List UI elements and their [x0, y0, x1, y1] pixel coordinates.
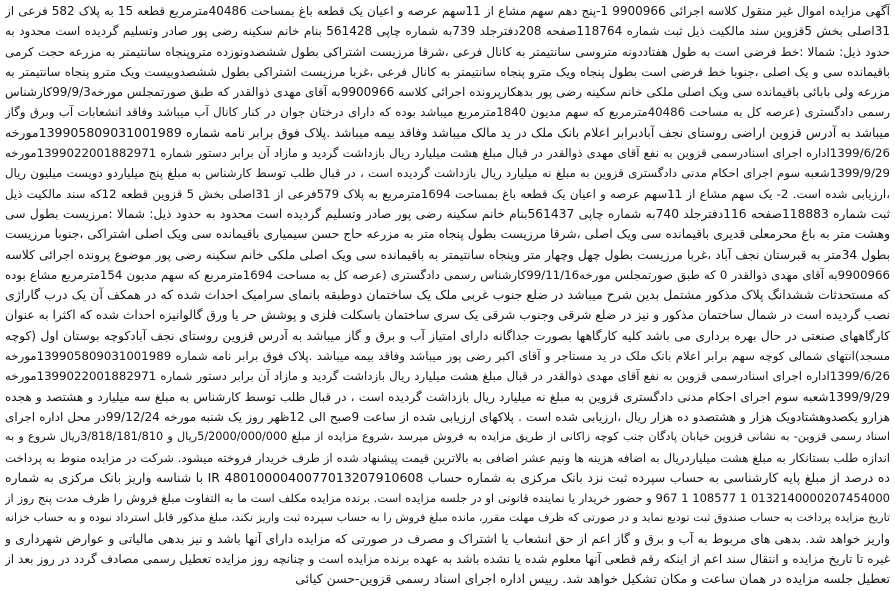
- text-line: حدود ذیل: شمالا :خط فرضی است به طول هفتاددونه متروسی سانتیمتر به کانال فرعی ،شرقا مرزیست اشتراکی بطول ششصدونوزده متروپنجاه سانتیمتر به مزرعه حجت کرمی: [5, 44, 890, 59]
- text-line: 1399/6/26اداره اجرای اسنادرسمی قزوین به نفع آقای مهدی ذوالقدر در قبال مبلغ هشت میلیارد ریال بازداشت گردید و مازاد آن برابر دستور شماره 1399022001882971مورخه: [5, 369, 890, 384]
- text-line: مسجد)انتهای شمالی کوچه سهم برابر اعلام بانک ملک در ید مستاجر و آقای اکبر رضی پور میباشد وفاقد بیمه میباشد .پلاک فوق برابر نامه شماره 139905809031001989مورخه: [5, 349, 890, 364]
- text-line: که مستحدثات ششدانگ پلاک مذکور مشتمل بدین شرح میباشد در ضلع جنوب غربی ملک یک ساختمان دوطبقه بانمای سرامیک احداث شده که در همکف آن یک درب گاراژی: [5, 287, 890, 303]
- text-line: میباشد به آدرس قزوین اراضی روستای نجف آبادبرابر اعلام بانک ملک در ید مالک میباشد وفاقد بیمه میباشد .پلاک فوق برابر نامه شماره 139905809031001989مورخه: [5, 124, 890, 140]
- text-line: آگهی مزایده اموال غیر منقول کلاسه اجرائی 9900966 1-پنج دهم سهم مشاع از 11سهم عرصه و اعیان یک قطعه باغ بمساحت 40486مترمربع قطعه 15 به پلاک 582 فرعی از: [5, 4, 890, 18]
- signature-line: تعطیل جلسه مزایده در همان ساعت و مکان تشکیل خواهد شد. رییس اداره اجرای اسناد رسمی قزوین-حسن کیائی: [295, 571, 890, 587]
- text-line: تاریخ مزایده پرداخت به حساب صندوق ثبت تودیع نماید و در صورتی که ظرف مهلت مقرر، مانده مبلغ فروش را به حساب سپرده ثبت واریز نکند، مبلغ مذکور قابل استرداد نبوده و به حساب خزانه: [5, 511, 890, 525]
- text-line: هزارو یکصدوهشتادویک هزار و هشتصدو ده هزار ریال ،ارزیابی شده است . پلاکهای ارزیابی شده از ساعت 9صبح الی 12ظهر روز یک شنبه مورخه 99/12/24در محل اداره اجرای: [5, 409, 890, 424]
- text-line: 1399/6/26اداره اجرای اسنادرسمی قزوین به نفع آقای مهدی ذوالقدر در قبال مبلغ هشت میلیارد ریال بازداشت گردید و مازاد آن برابر دستور شماره 1399022001882971مورخه: [5, 146, 890, 161]
- text-line: باقیمانده سی و یک اصلی ،جنوبا خط فرضی است بطول پنجاه ویک مترو پنجاه سانتیمتر به کانال فرعی ،غربا مرزیست اشتراکی بطول ششصدوبیست ویک مترو پنجاه سانتیمتر به: [5, 64, 890, 79]
- text-line: 1399/9/29شعبه سوم اجرای احکام مدنی دادگستری قزوین به مبلغ نه میلیارد ریال بازداشت گردیده است ، در قبال طلب توسط کارشناس به مبلغ سه میلیارد و هشتصد و هجده: [5, 389, 890, 404]
- text-line: کارگاههای صنعتی در حال بهره برداری می باشد کلیه کارگاهها بصورت جداگانه دارای امتیاز آب و برق و گاز میباشد به آدرس قزوین روستای نجف آبادکوچه بوستان اول (کوچه: [5, 328, 890, 343]
- text-line: 31اصلی بخش 5قزوین سند مالکیت ذیل ثبت شماره 118764صفحه 208دفترجلد 739به شماره چاپی 561428 بنام خانم سکینه رضی پور صادر وتسلیم گردیده است محدود به: [5, 24, 890, 39]
- auction-notice: [5, 1, 890, 590]
- text-line: ده درصد از مبلغ پایه کارشناسی به حساب سپرده ثبت نزد بانک مرکزی به شماره حساب 4801000040077013207910608 IR با شناسه واریز بانک مرکزی به شماره: [5, 469, 890, 485]
- text-line: بطول 34متر به قبرستان نجف آباد ،غربا مرزیست بطول چهل وچهار متر وپنجاه سانتیمتر به باقیمانده سی ویک اصلی ملکی خانم سکینه رضی پور موضوع پرونده اجرائی کلاسه: [5, 247, 890, 262]
- text-line: وهشت متر به باغ محرمعلی قدیری باقیمانده سی ویک اصلی ،شرقا مرزیست بطول پنجاه متر به مزرعه حاج حسن سیمیاری باقیمانده سی ویک اصلی اشتراکی ،جنوبا مرزیست: [5, 227, 890, 242]
- text-line: ،ارزیابی شده است. 2- یک سهم مشاع از 11سهم عرصه و اعیان یک قطعه باغ بمساحت 1694مترمربع به پلاک 579فرعی از 31اصلی بخش 5 قزوین قطعه 12که سند مالکیت ذیل: [5, 186, 890, 201]
- text-line: ثبت شماره 118883صفحه 116دفترجلد 740به شماره چاپی 561437بنام خانم سکینه رضی پور صادر وتسلیم گردیده است محدود به حدود ذیل: شمالا :مرزیست بطول سی: [5, 206, 890, 221]
- text-line: واریز خواهد شد. بدهی های مربوط به آب و برق و گاز اعم از حق انشعاب یا اشتراک و مصرف در صورتی که مزایده دارای آنها باشد و نیز بدهی مالیاتی و عوارض شهرداری و: [5, 531, 890, 546]
- text-line: مزرعه ولی بابائی باقیمانده سی ویک اصلی ملکی خانم سکینه رضی پور بدهکارپرونده اجرائی کلاسه 9900966به آقای مهدی ذوالقدر که طبق صورتمجلس مورخه99/9/3کارشناس: [5, 85, 890, 100]
- text-line: 0132140000207454000 1 108577 1 967 و حضور خریدار یا نماینده قانونی او در جلسه مزایده است. برنده مزایده مکلف است ما به التفاوت مبلغ فروش را ظرف مدت پنج روز از: [5, 491, 890, 506]
- text-line: اسناد رسمی قزوین- به نشانی قزوین خیابان پادگان جنب کوچه زاکانی از طریق مزایده به فروش میرسد ،شروع مزایده از مبلغ 5/2000/000/000ریال و 3/818/181/810ریال شروع و به: [5, 430, 890, 444]
- text-line: رسمی دادگستری (عرصه کل به مساحت 40486مترمربع که سهم مدیون 1840مترمربع میباشد بوده که دارای درختان جوان در کنار کانال آب میباشد وفاقد انشعابات آب وبرق وگاز: [5, 105, 890, 120]
- text-line: اندازه طلب بستانکار به مبلغ هشت میلیاردریال به اضافه هزینه ها ونیم عشر اضافی به بالاترین قیمت پیشنهاد شده از طرف خریدار فروخته میشود. شرکت در مزایده منوط به پرداخت: [5, 450, 890, 465]
- text-line: نصب گردیده است در شمال ساختمان مذکور و نیز در ضلع شرقی وجنوب شرقی یک سری ساختمان باسکلت فلزی و پوشش حر یا ورق گالوانیزه احداث شده که اکثرا به عنوان: [5, 308, 890, 323]
- text-line: غیره تا تاریخ مزایده و انتقال سند اعم از اینکه رقم قطعی آنها معلوم شده یا نشده باشد به عهده برنده مزایده است و چنانچه روز مزایده تعطیل رسمی مصادف گردد در روز بعد از: [5, 552, 890, 567]
- text-line: 9900966به آقای مهدی ذوالقدر 0 که طبق صورتمجلس مورخه99/11/16کارشناس رسمی دادگستری (عرصه کل به مساحت 1694مترمربع که سهم مدیون 154مترمربع مشاع بوده: [5, 267, 890, 282]
- text-line: 1399/9/29شعبه سوم اجرای احکام مدنی دادگستری قزوین به مبلغ نه میلیارد ریال بازداشت گردیده است ، در قبال طلب توسط کارشناس به مبلغ پنج میلیاردو دویست میلیون ریال: [5, 166, 890, 181]
